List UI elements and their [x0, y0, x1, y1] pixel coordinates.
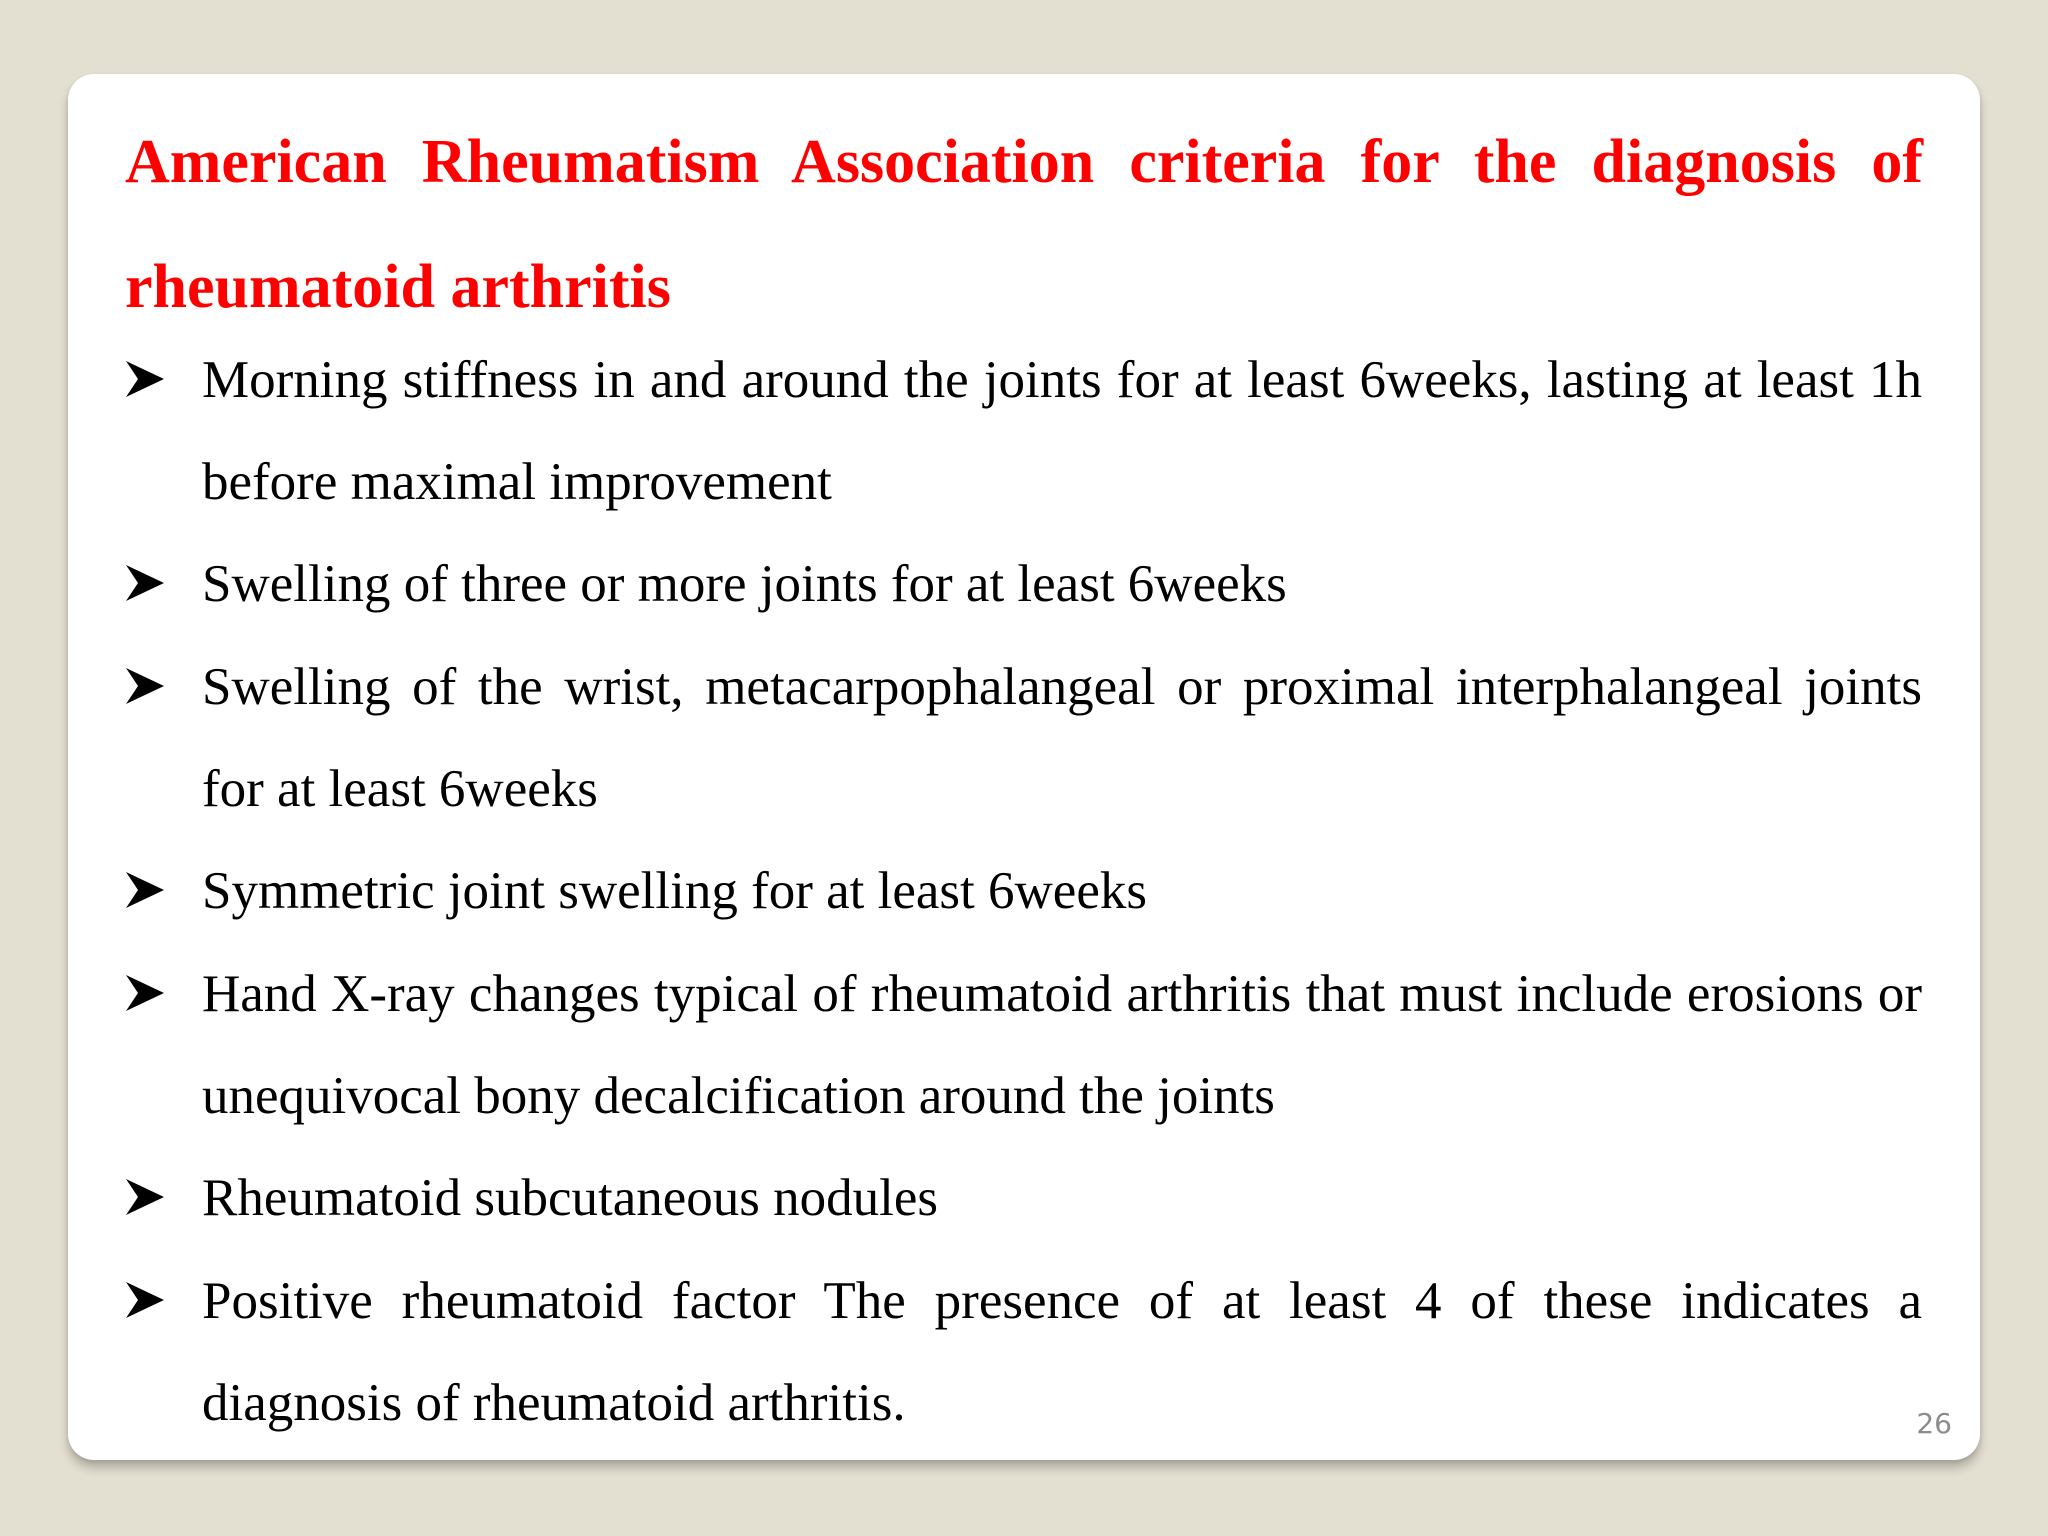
arrowhead-bullet-icon: [124, 666, 166, 706]
list-item-text: Rheumatoid subcutaneous nodules: [202, 1169, 938, 1227]
page-number: 26: [1916, 1407, 1952, 1440]
list-item-text: Hand X-ray changes typical of rheumatoid arthritis that must include erosions or unequivocal bony decalcification around the joints: [202, 965, 1922, 1125]
list-item-text: Morning stiffness in and around the joints for at least 6weeks, lasting at least 1h before maximal improvement: [202, 351, 1922, 511]
list-item-text: Swelling of three or more joints for at least 6weeks: [202, 555, 1287, 613]
list-item-text: Symmetric joint swelling for at least 6weeks: [202, 862, 1147, 920]
arrowhead-bullet-icon: [124, 973, 166, 1013]
arrowhead-bullet-icon: [124, 1177, 166, 1217]
arrowhead-bullet-icon: [124, 1280, 166, 1320]
arrowhead-bullet-icon: [124, 359, 166, 399]
arrowhead-bullet-icon: [124, 870, 166, 910]
list-item-text: Swelling of the wrist, metacarpophalangeal or proximal interphalangeal joints for at least 6weeks: [202, 658, 1922, 818]
list-item-text: Positive rheumatoid factor The presence of at least 4 of these indicates a diagnosis of rheumatoid arthritis.: [202, 1272, 1922, 1432]
arrowhead-bullet-icon: [124, 563, 166, 603]
slide-title: American Rheumatism Association criteria for the diagnosis of rheumatoid arthritis: [125, 128, 1923, 321]
